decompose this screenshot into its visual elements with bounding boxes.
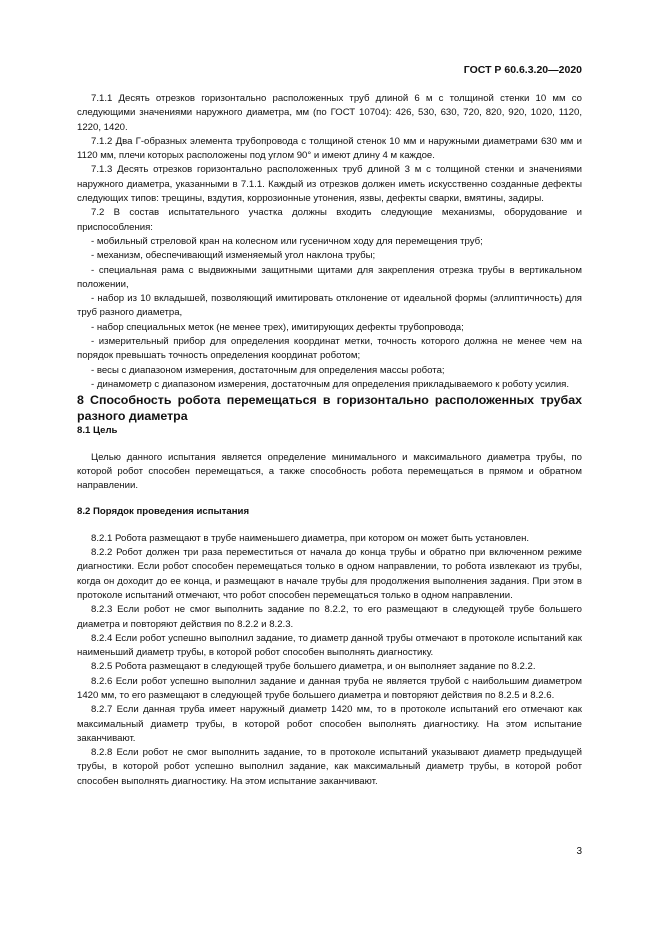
- section-8-2-heading: 8.2 Порядок проведения испытания: [77, 506, 250, 518]
- paragraph-8-2-5: 8.2.5 Робота размещают в следующей трубе большего диаметра, и он выполняет задание по 8.2.2.: [91, 661, 536, 673]
- document-header: ГОСТ Р 60.6.3.20—2020: [463, 64, 582, 76]
- paragraph-8-1: Целью данного испытания является определение минимального и максимального диаметра трубы, по которой робот способен перемещаться, а также способность робота перемещаться в прямом и обратном направлении.: [77, 451, 582, 492]
- paragraph-8-2-2: 8.2.2 Робот должен три раза переместиться от начала до конца трубы и обратно при включенном режиме диагностики. Если робот способен перемещаться только в одном направлении, то робота извлекают из трубы, когда он доходит до ее конца, и размещают в начале трубы для продолжения выполнения задания. При этом в протоколе испытаний отмечают, что робот способен перемещаться только в одном направлении.: [77, 547, 582, 601]
- section-8-title: 8 Способность робота перемещаться в горизонтально расположенных трубах разного диаметра: [77, 393, 582, 424]
- paragraph-8-2-8: 8.2.8 Если робот не смог выполнить задание, то в протоколе испытаний указывают диаметр предыдущей трубы, в которой робот успешно выполнил задание, как максимальный диаметр трубы, в которой робот способен выполнять диагностику. На этом испытание заканчивают.: [77, 747, 582, 787]
- list-item: - весы с диапазоном измерения, достаточным для определения массы робота;: [91, 364, 445, 376]
- list-item: - специальная рама с выдвижными защитными щитами для закрепления отрезка трубы в вертикальном положении,: [77, 264, 582, 290]
- list-item: - механизм, обеспечивающий изменяемый угол наклона трубы;: [91, 250, 376, 262]
- section-8-1-heading: 8.1 Цель: [77, 425, 118, 437]
- document-body: [77, 92, 582, 789]
- paragraph-7-1-1: 7.1.1 Десять отрезков горизонтально расположенных труб длиной 6 м с толщиной стенки 10 мм со следующими значениями наружного диаметра, мм (по ГОСТ 10704): 426, 530, 630, 720, 820, 920, 1020, 1120, 1220, 1420.: [77, 93, 582, 133]
- paragraph-7-1-3: 7.1.3 Десять отрезков горизонтально расположенных труб длиной 3 м с толщиной стенки и значениями наружного диаметра, указанными в 7.1.1. Каждый из отрезков должен иметь искусственно созданные дефекты следующих типов: трещины, вздутия, коррозионные утонения, язвы, дефекты сварки, вмятины, задиры.: [77, 164, 582, 205]
- paragraph-7-1-2: 7.1.2 Два Г-образных элемента трубопровода с толщиной стенок 10 мм и наружными диаметрами 630 мм и 1120 мм, плечи которых расположены под углом 90° и имеют длину 4 м каждое.: [77, 135, 582, 162]
- list-item: - мобильный стреловой кран на колесном или гусеничном ходу для перемещения труб;: [91, 235, 483, 247]
- list-item: - набор специальных меток (не менее трех), имитирующих дефекты трубопровода;: [91, 321, 464, 333]
- paragraph-8-2-7: 8.2.7 Если данная труба имеет наружный диаметр 1420 мм, то в протоколе испытаний его отмечают как максимальный диаметр трубы, в которой робот способен выполнять диагностику. На этом испытание заканчивают.: [77, 704, 582, 744]
- list-item: - измерительный прибор для определения координат метки, точность которого должна не менее чем на порядок превышать точность определения координат роботом;: [77, 336, 582, 362]
- paragraph-8-2-1: 8.2.1 Робота размещают в трубе наименьшего диаметра, при котором он может быть установлен.: [91, 532, 530, 544]
- list-item: - набор из 10 вкладышей, позволяющий имитировать отклонение от идеальной формы (эллиптичность) для труб разного диаметра,: [77, 293, 582, 319]
- paragraph-8-2-6: 8.2.6 Если робот успешно выполнил задание и данная труба не является трубой с наибольшим диаметром 1420 мм, то его размещают в следующей трубе большего диаметра и повторяют действия по 8.2.5 и 8.2.6.: [77, 675, 582, 701]
- paragraph-8-2-4: 8.2.4 Если робот успешно выполнил задание, то диаметр данной трубы отмечают в протоколе испытаний как наименьший диаметр трубы, в которой робот способен выполнять диагностику.: [77, 632, 582, 659]
- page-number: 3: [576, 846, 582, 857]
- paragraph-7-2: 7.2 В состав испытательного участка должны входить следующие механизмы, оборудование и приспособления:: [77, 207, 582, 233]
- paragraph-8-2-3: 8.2.3 Если робот не смог выполнить задание по 8.2.2, то его размещают в следующей трубе большего диаметра и повторяют действия по 8.2.2 и 8.2.3.: [77, 604, 582, 630]
- list-item: - динамометр с диапазоном измерения, достаточным для определения прикладываемого к роботу усилия.: [91, 378, 570, 390]
